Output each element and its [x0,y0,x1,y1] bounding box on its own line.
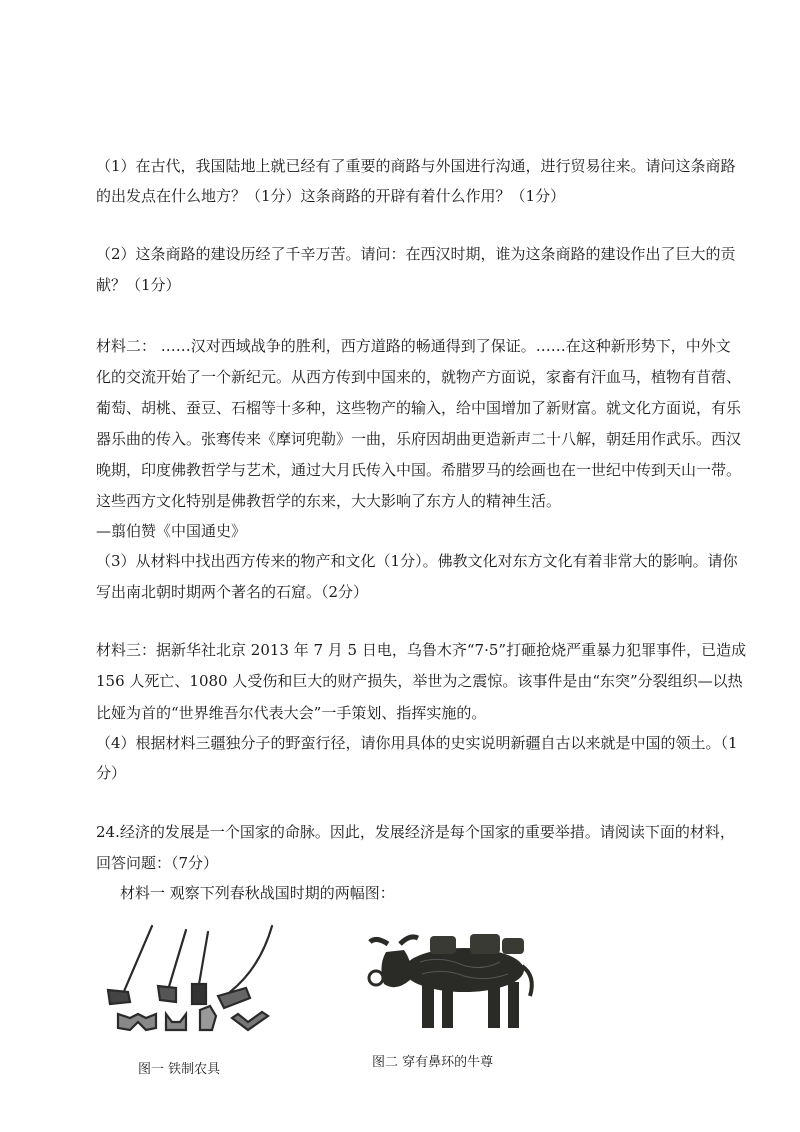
material-3-line-3: 比娅为首的“世界维吾尔代表大会”一手策划、指挥实施的。 [96,704,487,722]
material-2-line-4: 器乐曲的传入。张骞传来《摩诃兜勒》一曲，乐府因胡曲更造新声二十八解，朝廷用作武乐。西汉 [96,430,742,448]
material-2-line-2: 化的交流开始了一个新纪元。从西方传到中国来的，就物产方面说，家畜有汗血马，植物有苜蓿、 [96,368,742,386]
figure-2-caption: 图二 穿有鼻环的牛尊 [372,1055,494,1070]
iron-tools-illustration [100,918,300,1048]
question-3-line-2: 写出南北朝时期两个著名的石窟。（2分） [96,583,369,601]
question-24-line-1: 24.经济的发展是一个国家的命脉。因此，发展经济是每个国家的重要举措。请阅读下面的材料， [96,823,735,841]
material-2-line-1: 材料二： ……汉对西域战争的胜利，西方道路的畅通得到了保证。……在这种新形势下，中外文 [96,337,731,355]
ox-zun-illustration [360,918,560,1048]
figure-iron-tools [100,918,300,1048]
material-2-line-5: 晚期，印度佛教哲学与艺术，通过大月氏传入中国。希腊罗马的绘画也在一世纪中传到天山一带。 [96,461,742,479]
figure-1-caption: 图一 铁制农具 [138,1062,221,1077]
question-2-line-1: （2）这条商路的建设历经了千辛万苦。请问：在西汉时期，谁为这条商路的建设作出了巨大的贡 [96,245,736,263]
material-3-line-2: 156 人死亡、1080 人受伤和巨大的财产损失，举世为之震惊。该事件是由“东突”分裂组织—以热 [96,672,743,690]
question-2-line-2: 献？（1分） [96,276,181,294]
material-2-line-6: 这些西方文化特别是佛教哲学的东来，大大影响了东方人的精神生活。 [96,492,562,510]
material-2-line-3: 葡萄、胡桃、蚕豆、石榴等十多种，这些物产的输入，给中国增加了新财富。就文化方面说，有乐 [96,399,742,417]
material-2-source: —翦伯赞《中国通史》 [96,522,247,540]
question-24-line-2: 回答问题：（7分） [96,854,219,872]
material-1-label: 材料一 观察下列春秋战国时期的两幅图： [120,884,395,902]
figure-ox-zun [360,918,560,1048]
question-1-line-1: （1）在古代，我国陆地上就已经有了重要的商路与外国进行沟通，进行贸易往来。请问这条商路 [96,157,736,175]
material-3-line-1: 材料三：据新华社北京 2013 年 7 月 5 日电，乌鲁木齐“7·5”打砸抢烧严重暴力犯罪事件，已造成 [96,641,747,659]
question-4-line-1: （4）根据材料三疆独分子的野蛮行径，请你用具体的史实说明新疆自古以来就是中国的领土。（1 [96,734,738,752]
question-1-line-2: 的出发点在什么地方？（1分）这条商路的开辟有着什么作用？（1分） [96,187,566,205]
question-3-line-1: （3）从材料中找出西方传来的物产和文化（1分）。佛教文化对东方文化有着非常大的影响。请你 [96,552,738,570]
question-4-line-2: 分） [96,764,127,782]
